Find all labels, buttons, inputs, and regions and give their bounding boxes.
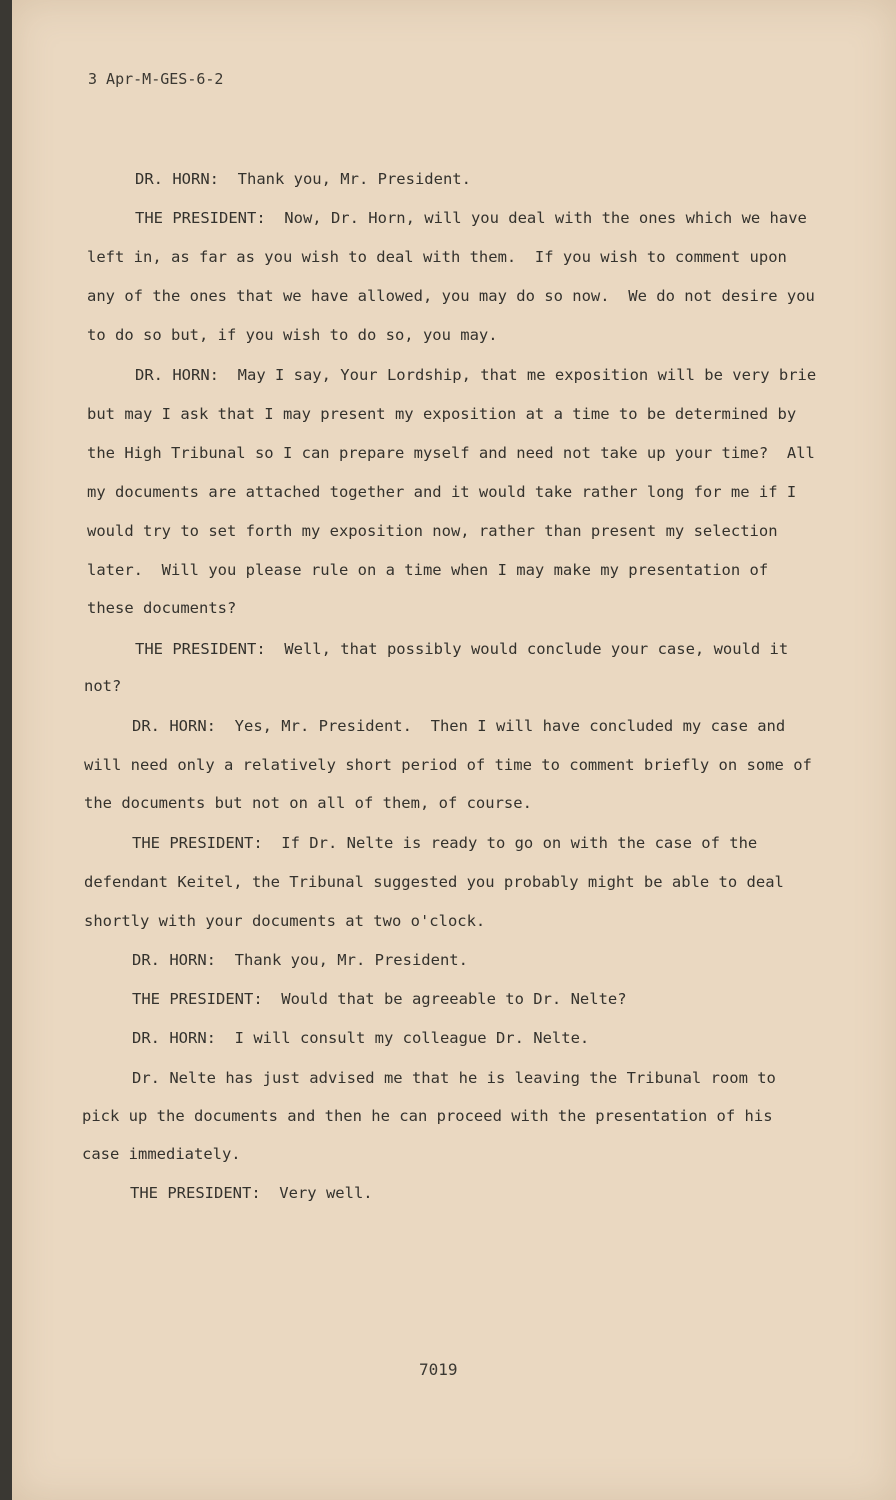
text-line: DR. HORN: Thank you, Mr. President. (135, 170, 471, 188)
text-line: shortly with your documents at two o'clock. (84, 912, 486, 930)
text-line: DR. HORN: Yes, Mr. President. Then I will have concluded my case and (132, 717, 786, 735)
text-line: would try to set forth my exposition now, rather than present my selection (87, 522, 778, 540)
text-line: DR. HORN: Thank you, Mr. President. (132, 951, 468, 969)
text-line: DR. HORN: I will consult my colleague Dr. Nelte. (132, 1029, 590, 1047)
text-line: THE PRESIDENT: If Dr. Nelte is ready to go on with the case of the (132, 834, 758, 852)
text-line: pick up the documents and then he can proceed with the presentation of his (82, 1107, 773, 1125)
text-line: left in, as far as you wish to deal with them. If you wish to comment upon (87, 248, 787, 266)
text-line: to do so but, if you wish to do so, you may. (87, 326, 498, 344)
text-line: the documents but not on all of them, of course. (84, 794, 532, 812)
text-line: defendant Keitel, the Tribunal suggested you probably might be able to deal (84, 873, 784, 891)
text-line: will need only a relatively short period of time to comment briefly on some of (84, 756, 812, 774)
text-line: case immediately. (82, 1145, 241, 1163)
text-line: later. Will you please rule on a time when I may make my presentation of (87, 561, 769, 579)
text-line: THE PRESIDENT: Very well. (130, 1184, 373, 1202)
text-line: any of the ones that we have allowed, you may do so now. We do not desire you (87, 287, 815, 305)
text-line: THE PRESIDENT: Now, Dr. Horn, will you deal with the ones which we have (135, 209, 807, 227)
text-line: Dr. Nelte has just advised me that he is leaving the Tribunal room to (132, 1069, 776, 1087)
text-line: my documents are attached together and it would take rather long for me if I (87, 483, 797, 501)
document-page (12, 0, 896, 1500)
text-line: DR. HORN: May I say, Your Lordship, that me exposition will be very brie (135, 366, 817, 384)
text-line: THE PRESIDENT: Well, that possibly would conclude your case, would it (135, 640, 789, 658)
page-number: 7019 (419, 1360, 458, 1379)
text-line: THE PRESIDENT: Would that be agreeable to Dr. Nelte? (132, 990, 627, 1008)
text-line: these documents? (87, 599, 237, 617)
page-identifier: 3 Apr-M-GES-6-2 (88, 70, 224, 88)
text-line: not? (84, 677, 122, 695)
text-line: the High Tribunal so I can prepare myself and need not take up your time? All (87, 444, 815, 462)
text-line: but may I ask that I may present my exposition at a time to be determined by (87, 405, 797, 423)
